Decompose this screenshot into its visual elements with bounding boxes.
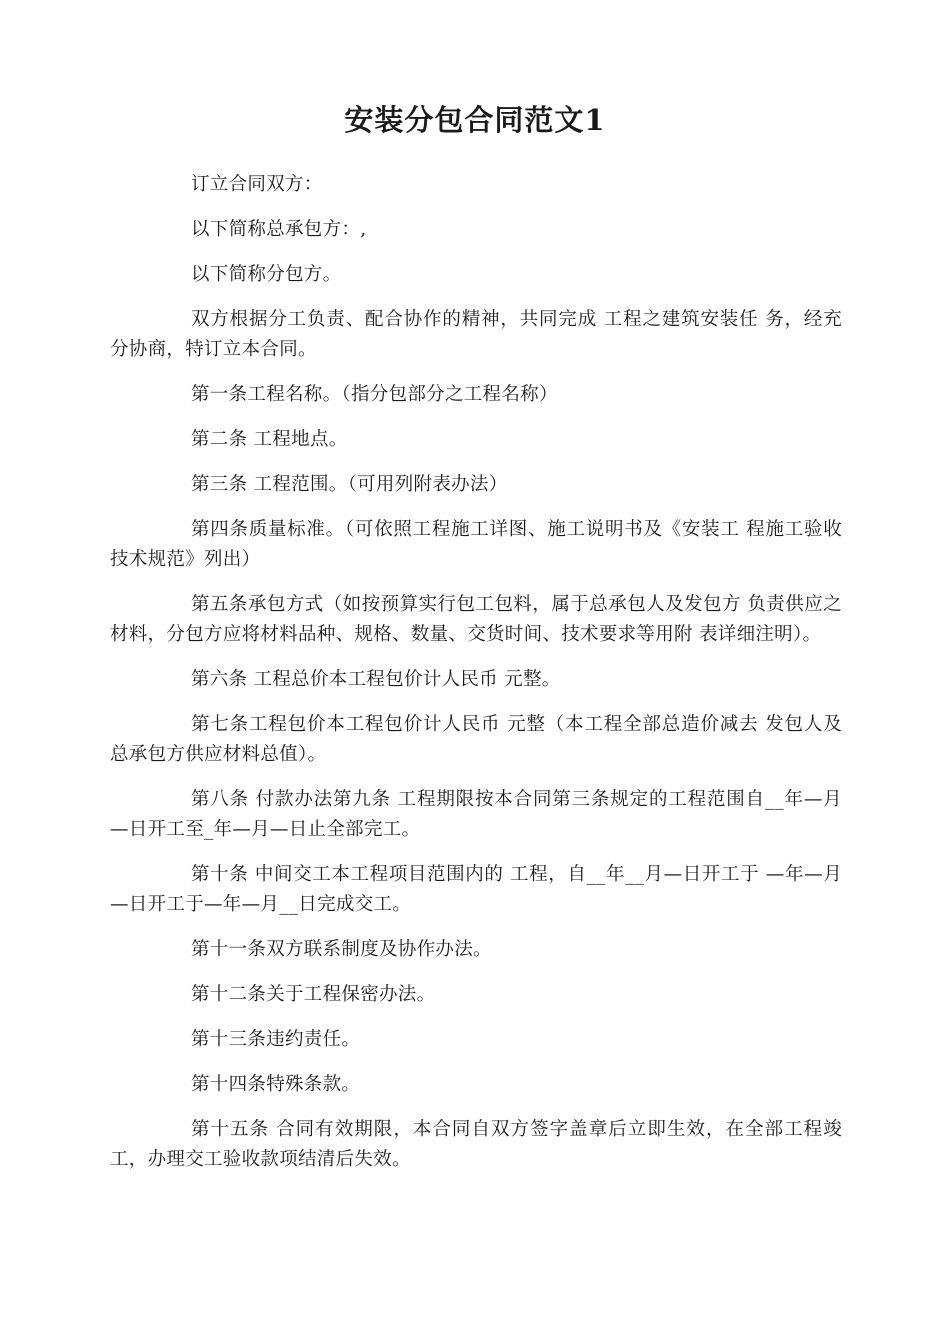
paragraph-parties: 订立合同双方：	[191, 174, 323, 195]
paragraph-general-contractor: 以下简称总承包方：,	[191, 219, 367, 240]
document-title: 安装分包合同范文1	[344, 103, 606, 137]
article-4: 第四条质量标准。（可依照工程施工详图、施工说明书及《安装工 程施工验收技术规范》列出）	[110, 519, 842, 570]
article-1: 第一条工程名称。（指分包部分之工程名称）	[191, 384, 558, 405]
article-8-9: 第八条 付款办法第九条 工程期限按本合同第三条规定的工程范围自__年—月—日开工至_年—月—日止全部完工。	[110, 789, 842, 840]
article-12: 第十二条关于工程保密办法。	[191, 984, 436, 1005]
paragraph-subcontractor: 以下简称分包方。	[191, 264, 342, 285]
article-10: 第十条 中间交工本工程项目范围内的 工程，自__年__月—日开工于 —年—月—日开工于—年—月__日完成交工。	[110, 864, 842, 915]
article-13: 第十三条违约责任。	[191, 1029, 361, 1050]
article-2: 第二条 工程地点。	[191, 429, 348, 450]
article-3: 第三条 工程范围。（可用列附表办法）	[191, 474, 508, 495]
article-14: 第十四条特殊条款。	[191, 1074, 361, 1095]
article-7: 第七条工程包价本工程包价计人民币 元整（本工程全部总造价减去 发包人及总承包方供应材料总值）。	[110, 714, 842, 765]
article-15: 第十五条 合同有效期限，本合同自双方签字盖章后立即生效，在全部工程竣工，办理交工验收款项结清后失效。	[110, 1119, 842, 1170]
article-5: 第五条承包方式（如按预算实行包工包料，属于总承包人及发包方 负责供应之材料，分包方应将材料品种、规格、数量、交货时间、技术要求等用附 表详细注明）。	[110, 594, 842, 645]
article-6: 第六条 工程总价本工程包价计人民币 元整。	[191, 669, 561, 690]
document-body	[110, 170, 842, 1190]
article-11: 第十一条双方联系制度及协作办法。	[191, 939, 492, 960]
paragraph-preamble: 双方根据分工负责、配合协作的精神，共同完成 工程之建筑安装任 务，经充分协商，特订立本合同。	[110, 309, 842, 360]
